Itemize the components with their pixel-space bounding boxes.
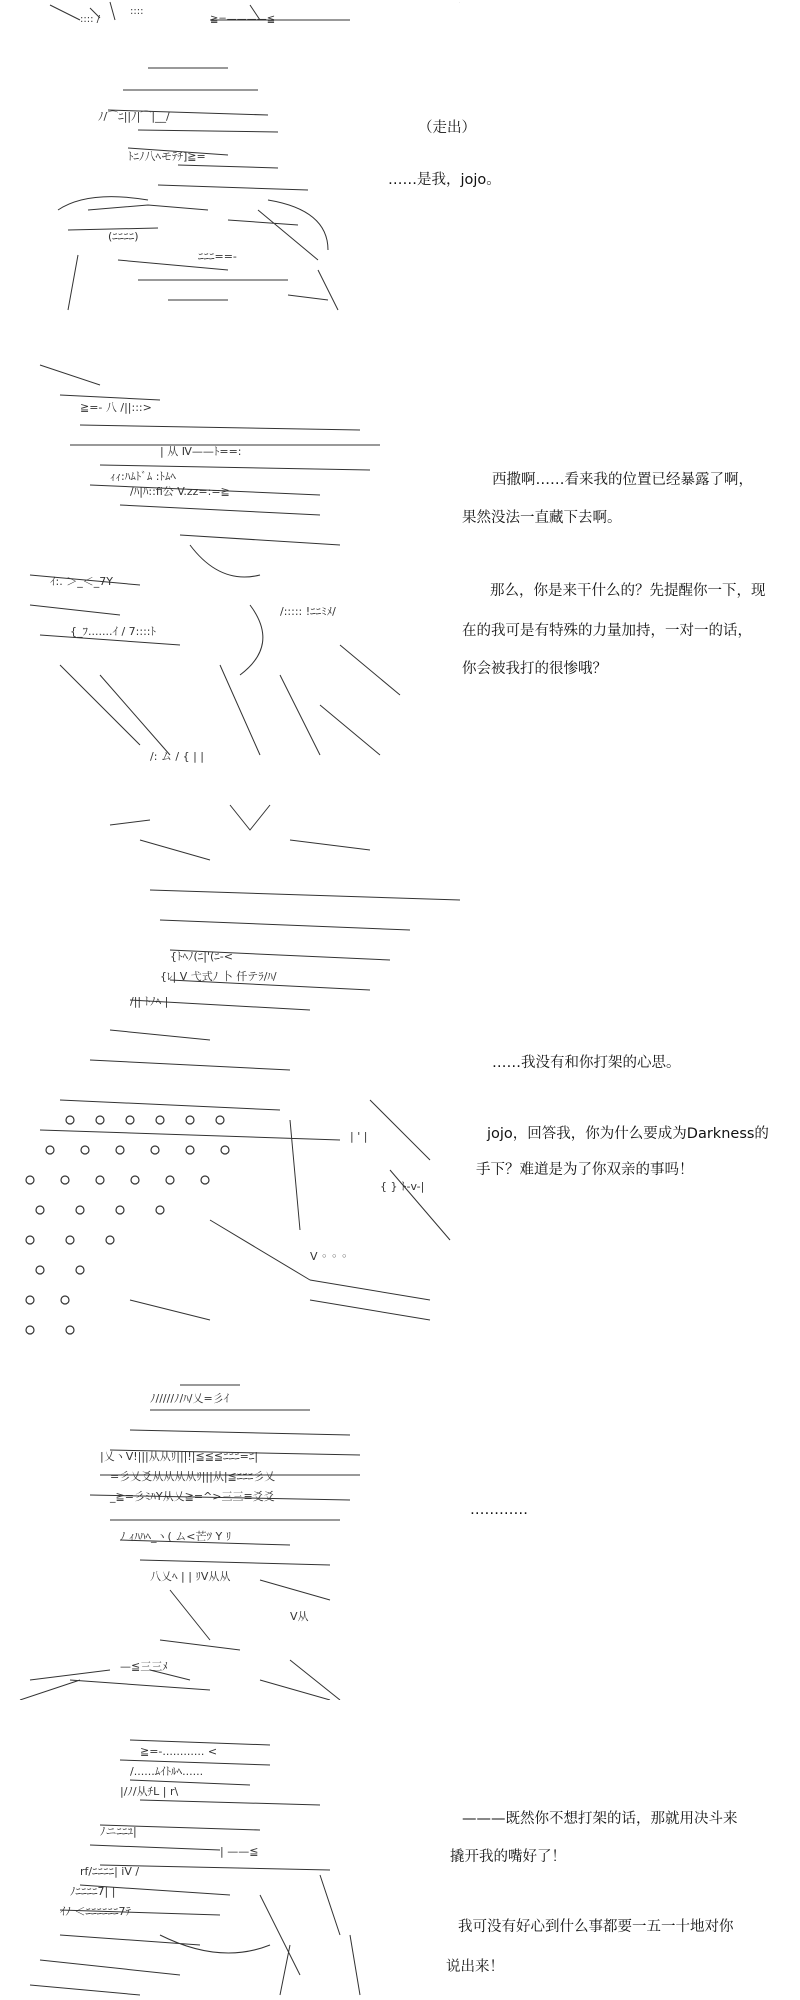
svg-text:{ } ﾄ-v-|: { } ﾄ-v-| <box>380 1180 425 1193</box>
svg-text::::: /: :::: / <box>80 14 101 25</box>
svg-text:ﾉ/⌒ﾆ||ﾉ|⌒|__/: ﾉ/⌒ﾆ||ﾉ|⌒|__/ <box>98 110 170 123</box>
svg-text:| 从 Ⅳ——ﾄ==:: | 从 Ⅳ——ﾄ==: <box>160 445 242 458</box>
dialogue-line: ……我没有和你打架的心思。 <box>492 1055 681 1071</box>
svg-text:ｲﾉ ＜ﾆﾆﾆﾆﾆﾆ7ﾃ: ｲﾉ ＜ﾆﾆﾆﾆﾆﾆ7ﾃ <box>60 1905 131 1918</box>
svg-text:ﾉﾆﾆﾆﾆ7| |: ﾉﾆﾆﾆﾆ7| | <box>70 1885 116 1898</box>
svg-text:|乂ヽV!|||从从ﾘ|||!|≦≦≦ﾆﾆﾆ=ﾆ|: |乂ヽV!|||从从ﾘ|||!|≦≦≦ﾆﾆﾆ=ﾆ| <box>100 1450 259 1463</box>
svg-text:/: ム / { | |: /: ム / { | | <box>150 750 205 763</box>
svg-text:ｲ:. ＞_＜_7Y: ｲ:. ＞_＜_7Y <box>50 575 113 588</box>
svg-text:/::::: !ﾆﾆﾐﾒ/: /::::: !ﾆﾆﾐﾒ/ <box>280 605 336 618</box>
character-ascii-art <box>20 1735 380 2000</box>
svg-text:{ﾚ| V 弋式ﾉ 卜 仟テﾗ/ﾊ/: {ﾚ| V 弋式ﾉ 卜 仟テﾗ/ﾊ/ <box>160 970 277 983</box>
svg-text:::::: :::: <box>130 6 144 17</box>
panel-3 <box>0 790 800 1350</box>
dialogue-line: 手下？难道是为了你双亲的事吗！ <box>476 1162 694 1178</box>
dialogue-line: 那么，你是来干什么的？先提醒你一下，现 <box>490 583 766 599</box>
polka-dot-pattern <box>26 1116 229 1334</box>
svg-text:≧=- 八 /||:::>: ≧=- 八 /||:::> <box>80 401 152 414</box>
dialogue-line: 说出来！ <box>446 1959 504 1975</box>
panel-4 <box>0 1370 800 1710</box>
svg-text:| ' |: | ' | <box>350 1130 368 1143</box>
dialogue-line: （走出） <box>418 120 476 136</box>
svg-text:{_ﾌ.......ｲ / 7::::ﾄ: {_ﾌ.......ｲ / 7::::ﾄ <box>70 625 156 638</box>
dialogue-line: ———既然你不想打架的话，那就用决斗来 <box>462 1811 738 1827</box>
character-ascii-art <box>10 1380 370 1700</box>
dialogue-line: 在的我可是有特殊的力量加持，一对一的话， <box>462 623 752 639</box>
svg-text:ﾉ/////ﾉ/ﾊ/乂=彡ｲ: ﾉ/////ﾉ/ﾊ/乂=彡ｲ <box>150 1392 230 1405</box>
dialogue-line: ………… <box>470 1502 528 1518</box>
dialogue-line: 西撒啊……看来我的位置已经暴露了啊， <box>492 472 753 488</box>
panel-5 <box>0 1725 800 2000</box>
panel-1 <box>0 50 800 330</box>
svg-text:/ﾊ|ﾊ::fi公 V.zz=:=≧: /ﾊ|ﾊ::fi公 V.zz=:=≧ <box>130 485 230 498</box>
svg-text:/......ﾑｲﾄﾙﾍ......: /......ﾑｲﾄﾙﾍ...... <box>130 1765 204 1778</box>
svg-text:|/ﾉ/从ﾁL | r\: |/ﾉ/从ﾁL | r\ <box>120 1785 179 1798</box>
svg-text:=彡乂爻从从从从ﾘ|||从|≦ﾆﾆﾆ彡乂: =彡乂爻从从从从ﾘ|||从|≦ﾆﾆﾆ彡乂 <box>110 1470 276 1483</box>
dialogue-line: 我可没有好心到什么事都要一五一十地对你 <box>458 1919 734 1935</box>
svg-text:ﾄﾆﾉ八ﾍモﾃﾁ]≧=: ﾄﾆﾉ八ﾍモﾃﾁ]≧= <box>128 150 206 163</box>
dialogue-line: ……是我，jojo。 <box>388 172 501 188</box>
svg-text:| ——≦: | ——≦ <box>220 1845 259 1858</box>
svg-text:{ﾄﾍﾉ(ﾆ|'(ﾆ-<: {ﾄﾍﾉ(ﾆ|'(ﾆ-< <box>170 950 233 963</box>
panel-0-fragment <box>0 0 800 40</box>
dialogue-line: 撬开我的嘴好了！ <box>450 1849 566 1865</box>
ascii-art-fragment <box>20 0 460 30</box>
svg-text:rf/ﾆﾆﾆﾆ| iV /: rf/ﾆﾆﾆﾆ| iV / <box>80 1865 140 1878</box>
svg-text:/|| ﾄﾉﾍ |: /|| ﾄﾉﾍ | <box>130 995 169 1008</box>
svg-text:(ﾆﾆﾆﾆ): (ﾆﾆﾆﾆ) <box>108 230 139 243</box>
dialogue-line: 果然没法一直藏下去啊。 <box>462 510 622 526</box>
svg-text:—≦三三ﾒ: —≦三三ﾒ <box>120 1660 168 1673</box>
svg-text:ﾉ ｨﾊﾊﾍ_ヽ( ム<芒ﾂ Y ﾘ: ﾉ ｨﾊﾊﾍ_ヽ( ム<芒ﾂ Y ﾘ <box>120 1530 232 1543</box>
svg-text:V ◦ ◦ ◦: V ◦ ◦ ◦ <box>310 1250 348 1263</box>
character-ascii-art <box>10 800 470 1340</box>
svg-text:ﾉニﾆﾆﾕ|: ﾉニﾆﾆﾕ| <box>100 1825 137 1838</box>
svg-text:V从: V从 <box>290 1610 309 1623</box>
svg-text:ﾆﾆﾆ==-: ﾆﾆﾆ==- <box>198 250 237 263</box>
dialogue-line: jojo，回答我，你为什么要成为Darkness的 <box>487 1126 769 1142</box>
svg-text:ｨｨ:ﾊﾑﾄﾞﾑ :ﾄﾑﾍ: ｨｨ:ﾊﾑﾄﾞﾑ :ﾄﾑﾍ <box>110 470 176 483</box>
svg-text:_≧=彡ﾐﾊY从乂≧=^>三三≡爻爻: _≧=彡ﾐﾊY从乂≧=^>三三≡爻爻 <box>110 1490 275 1503</box>
svg-text:≧=-............ <: ≧=-............ < <box>140 1745 218 1758</box>
svg-text:八乂ﾍ | | ﾘV从从: 八乂ﾍ | | ﾘV从从 <box>150 1570 231 1583</box>
character-ascii-art <box>28 60 348 320</box>
character-ascii-art <box>20 345 420 765</box>
dialogue-line: 你会被我打的很惨哦？ <box>462 661 607 677</box>
panel-2 <box>0 335 800 775</box>
svg-text:≧=————≦: ≧=————≦ <box>210 14 276 25</box>
